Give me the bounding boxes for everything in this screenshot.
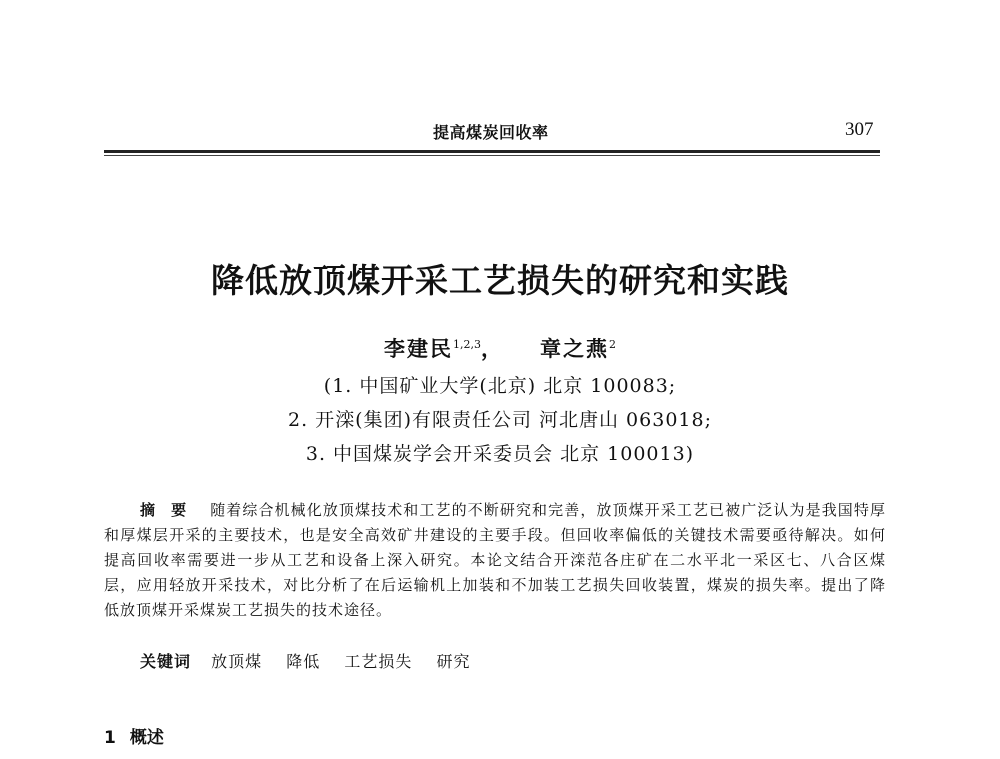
affiliation-line: 2. 开滦(集团)有限责任公司 河北唐山 063018; [287,409,712,431]
author-separator: ， [481,336,504,361]
abstract-label: 摘要 [140,501,203,519]
paper-title: 降低放顶煤开采工艺损失的研究和实践 [211,261,789,300]
header-rule-thin [104,155,880,156]
author-name: 李建民 [384,336,453,361]
author-affiliation-marks: 1,2,3 [453,338,481,351]
running-header-title: 提高煤炭回收率 [433,123,549,142]
keyword-item: 放顶煤 [211,652,263,671]
section-heading [104,723,164,748]
keyword-item: 降低 [286,652,321,671]
affiliation-line: 3. 中国煤炭学会开采委员会 北京 100013) [305,443,695,465]
author-line [0,333,1000,363]
keyword-item: 工艺损失 [344,652,413,671]
keywords [140,649,488,672]
author-name: 章之燕 [540,336,609,361]
affiliation-line: (1. 中国矿业大学(北京) 北京 100083; [323,375,677,397]
page-number: 307 [845,119,874,140]
abstract-text: 随着综合机械化放顶煤技术和工艺的不断研究和完善，放顶煤开采工艺已被广泛认为是我国特厚和厚煤层开采的主要技术，也是安全高效矿井建设的主要手段。但回收率偏低的关键技术需要亟待解决。如何提高回收率需要进一步从工艺和设备上深入研究。本论文结合开滦范各庄矿在二水平北一采区七、八合区煤层，应用轻放开采技术，对比分析了在后运输机上加装和不加装工艺损失回收装置，煤炭的损失率。提出了降低放顶煤开采煤炭工艺损失的技术途径。 [104,501,886,619]
section-title: 概述 [129,728,164,748]
keywords-label: 关键词 [140,652,192,671]
keyword-item: 研究 [436,652,471,671]
author-affiliation-marks: 2 [609,338,616,351]
section-number: 1 [104,728,116,748]
header-rule-thick [104,150,880,153]
abstract [104,498,886,623]
